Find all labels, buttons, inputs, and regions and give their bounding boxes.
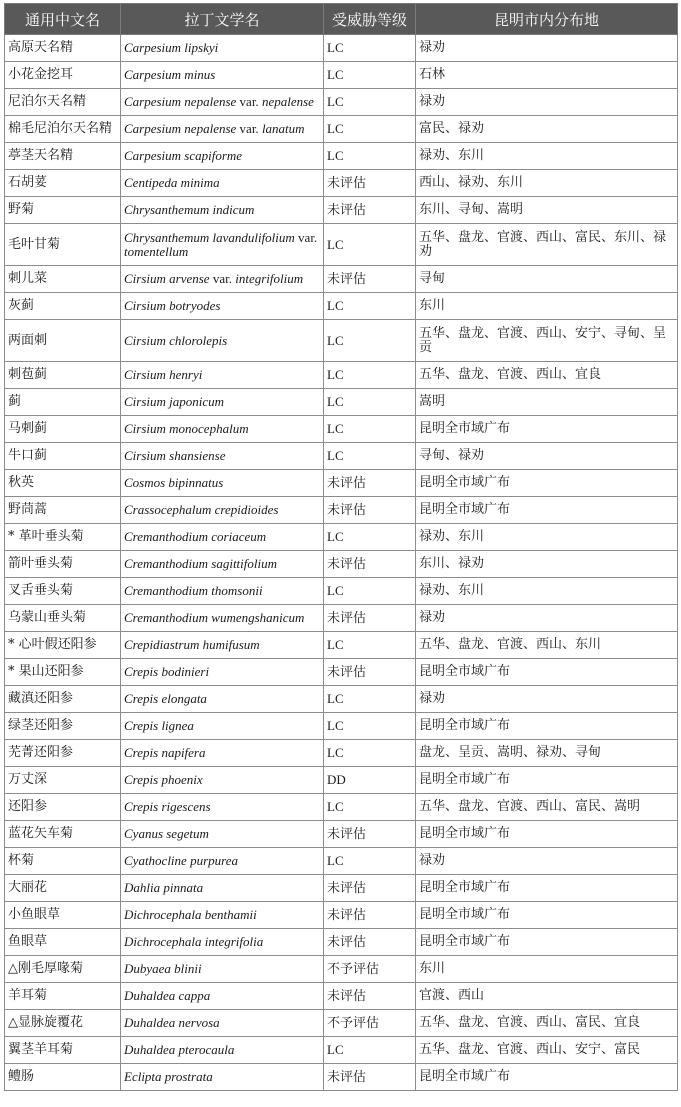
threat-level-cell: 未评估 bbox=[324, 1064, 416, 1091]
latin-name-italic: Crepis bodinieri bbox=[124, 664, 210, 679]
latin-name-italic: Duhaldea pterocaula bbox=[124, 1042, 235, 1057]
distribution-cell: 寻甸 bbox=[416, 266, 678, 293]
latin-name-cell bbox=[121, 224, 324, 266]
latin-name-rank: var. bbox=[236, 94, 262, 109]
latin-name-italic: Dichrocephala benthamii bbox=[124, 907, 257, 922]
table-row bbox=[5, 497, 678, 524]
latin-name-cell bbox=[121, 956, 324, 983]
chinese-name-cell: * 果山还阳参 bbox=[5, 659, 121, 686]
distribution-cell: 禄劝、东川 bbox=[416, 578, 678, 605]
table-body bbox=[5, 35, 678, 1091]
latin-name-italic: Cirsium chlorolepis bbox=[124, 332, 228, 348]
table-header bbox=[5, 4, 678, 35]
distribution-cell: 东川 bbox=[416, 293, 678, 320]
latin-name-cell bbox=[121, 266, 324, 293]
latin-name-cell bbox=[121, 713, 324, 740]
distribution-cell: 盘龙、呈贡、嵩明、禄劝、寻甸 bbox=[416, 740, 678, 767]
chinese-name-cell: 还阳参 bbox=[5, 794, 121, 821]
latin-name-cell bbox=[121, 551, 324, 578]
chinese-name-cell: 杯菊 bbox=[5, 848, 121, 875]
table-row bbox=[5, 524, 678, 551]
latin-name-italic: Cremanthodium thomsonii bbox=[124, 583, 263, 598]
threat-level-cell: LC bbox=[324, 443, 416, 470]
distribution-cell: 嵩明 bbox=[416, 389, 678, 416]
threat-level-cell: 未评估 bbox=[324, 983, 416, 1010]
chinese-name-cell: 鳢肠 bbox=[5, 1064, 121, 1091]
table-row bbox=[5, 443, 678, 470]
chinese-name-cell: 羊耳菊 bbox=[5, 983, 121, 1010]
latin-name-cell bbox=[121, 902, 324, 929]
latin-name-italic: Chrysanthemum indicum bbox=[124, 202, 255, 217]
chinese-name-cell: △刚毛厚喙菊 bbox=[5, 956, 121, 983]
chinese-name-cell: 小花金挖耳 bbox=[5, 62, 121, 89]
latin-name-cell bbox=[121, 362, 324, 389]
header-row bbox=[5, 4, 678, 35]
latin-name-cell bbox=[121, 821, 324, 848]
threat-level-cell: 未评估 bbox=[324, 875, 416, 902]
table-row bbox=[5, 605, 678, 632]
latin-name-cell bbox=[121, 293, 324, 320]
latin-name-italic: Cosmos bipinnatus bbox=[124, 475, 224, 490]
chinese-name-cell: 大丽花 bbox=[5, 875, 121, 902]
latin-name-italic: Duhaldea nervosa bbox=[124, 1015, 220, 1030]
distribution-cell: 石林 bbox=[416, 62, 678, 89]
latin-name-italic: Crepidiastrum humifusum bbox=[124, 637, 260, 652]
threat-level-cell: LC bbox=[324, 848, 416, 875]
threat-level-cell: LC bbox=[324, 740, 416, 767]
table-row bbox=[5, 767, 678, 794]
latin-name-italic: Cirsium henryi bbox=[124, 367, 203, 382]
chinese-name-cell: * 革叶垂头菊 bbox=[5, 524, 121, 551]
latin-name-italic: Cyathocline purpurea bbox=[124, 853, 238, 868]
table-row bbox=[5, 170, 678, 197]
latin-name-cell bbox=[121, 659, 324, 686]
latin-name-cell bbox=[121, 875, 324, 902]
latin-name-italic: lanatum bbox=[261, 121, 305, 136]
chinese-name-cell: 马刺蓟 bbox=[5, 416, 121, 443]
distribution-cell: 昆明全市域广布 bbox=[416, 902, 678, 929]
threat-level-cell: 未评估 bbox=[324, 821, 416, 848]
chinese-name-cell: 小鱼眼草 bbox=[5, 902, 121, 929]
threat-level-cell: 未评估 bbox=[324, 470, 416, 497]
distribution-cell: 昆明全市域广布 bbox=[416, 416, 678, 443]
distribution-cell: 禄劝 bbox=[416, 89, 678, 116]
distribution-cell: 禄劝、东川 bbox=[416, 524, 678, 551]
header-distribution: 昆明市内分布地 bbox=[416, 4, 678, 35]
distribution-cell: 禄劝 bbox=[416, 848, 678, 875]
table-row bbox=[5, 416, 678, 443]
latin-name-italic: nepalense bbox=[261, 94, 314, 109]
threat-level-cell: LC bbox=[324, 686, 416, 713]
chinese-name-cell: 秋英 bbox=[5, 470, 121, 497]
table-row bbox=[5, 143, 678, 170]
latin-name-cell bbox=[121, 848, 324, 875]
table-row bbox=[5, 821, 678, 848]
latin-name-cell bbox=[121, 1010, 324, 1037]
table-row bbox=[5, 902, 678, 929]
latin-name-cell bbox=[121, 1037, 324, 1064]
chinese-name-cell: 鱼眼草 bbox=[5, 929, 121, 956]
threat-level-cell: LC bbox=[324, 713, 416, 740]
chinese-name-cell: 石胡荽 bbox=[5, 170, 121, 197]
latin-name-rank: var. bbox=[236, 121, 262, 136]
threat-level-cell: LC bbox=[324, 116, 416, 143]
distribution-cell: 五华、盘龙、官渡、西山、宜良 bbox=[416, 362, 678, 389]
threat-level-cell: 未评估 bbox=[324, 902, 416, 929]
distribution-cell: 昆明全市域广布 bbox=[416, 659, 678, 686]
distribution-cell: 东川、禄劝 bbox=[416, 551, 678, 578]
latin-name-italic: Cirsium botryodes bbox=[124, 298, 221, 313]
latin-name-italic: Cremanthodium wumengshanicum bbox=[124, 610, 305, 625]
chinese-name-cell: △显脉旋覆花 bbox=[5, 1010, 121, 1037]
threat-level-cell: 不予评估 bbox=[324, 1010, 416, 1037]
chinese-name-cell: 葶茎天名精 bbox=[5, 143, 121, 170]
table-row bbox=[5, 956, 678, 983]
distribution-cell: 昆明全市域广布 bbox=[416, 875, 678, 902]
latin-name-italic: Crassocephalum crepidioides bbox=[124, 502, 279, 517]
threat-level-cell: 未评估 bbox=[324, 497, 416, 524]
distribution-cell: 富民、禄劝 bbox=[416, 116, 678, 143]
latin-name-cell bbox=[121, 170, 324, 197]
distribution-cell: 禄劝 bbox=[416, 686, 678, 713]
latin-name-italic: Cremanthodium coriaceum bbox=[124, 529, 267, 544]
distribution-cell: 昆明全市域广布 bbox=[416, 767, 678, 794]
chinese-name-cell: * 心叶假还阳参 bbox=[5, 632, 121, 659]
latin-name-cell bbox=[121, 632, 324, 659]
threat-level-cell: LC bbox=[324, 320, 416, 362]
table-row bbox=[5, 362, 678, 389]
latin-name-cell bbox=[121, 686, 324, 713]
latin-name-italic: Crepis napifera bbox=[124, 745, 206, 760]
threat-level-cell: 不予评估 bbox=[324, 956, 416, 983]
threat-level-cell: LC bbox=[324, 1037, 416, 1064]
distribution-cell: 禄劝 bbox=[416, 35, 678, 62]
threat-level-cell: LC bbox=[324, 794, 416, 821]
chinese-name-cell: 毛叶甘菊 bbox=[5, 224, 121, 266]
distribution-cell: 五华、盘龙、官渡、西山、东川 bbox=[416, 632, 678, 659]
chinese-name-cell: 两面刺 bbox=[5, 320, 121, 362]
chinese-name-cell: 蓝花矢车菊 bbox=[5, 821, 121, 848]
distribution-cell: 昆明全市域广布 bbox=[416, 470, 678, 497]
table-row bbox=[5, 632, 678, 659]
latin-name-cell bbox=[121, 35, 324, 62]
table-row bbox=[5, 1064, 678, 1091]
chinese-name-cell: 芜菁还阳参 bbox=[5, 740, 121, 767]
latin-name-italic: Crepis rigescens bbox=[124, 799, 211, 814]
threat-level-cell: 未评估 bbox=[324, 551, 416, 578]
distribution-cell: 昆明全市域广布 bbox=[416, 497, 678, 524]
latin-name-cell bbox=[121, 929, 324, 956]
chinese-name-cell: 棉毛尼泊尔天名精 bbox=[5, 116, 121, 143]
table-row bbox=[5, 293, 678, 320]
header-latin-name: 拉丁文学名 bbox=[121, 4, 324, 35]
latin-name-cell bbox=[121, 62, 324, 89]
chinese-name-cell: 万丈深 bbox=[5, 767, 121, 794]
chinese-name-cell: 箭叶垂头菊 bbox=[5, 551, 121, 578]
threat-level-cell: LC bbox=[324, 224, 416, 266]
threat-level-cell: LC bbox=[324, 578, 416, 605]
distribution-cell: 五华、盘龙、官渡、西山、富民、东川、禄劝 bbox=[416, 224, 678, 266]
table-row bbox=[5, 551, 678, 578]
table-row bbox=[5, 686, 678, 713]
chinese-name-cell: 翼茎羊耳菊 bbox=[5, 1037, 121, 1064]
threat-level-cell: 未评估 bbox=[324, 605, 416, 632]
chinese-name-cell: 绿茎还阳参 bbox=[5, 713, 121, 740]
latin-name-cell bbox=[121, 1064, 324, 1091]
threat-level-cell: 未评估 bbox=[324, 197, 416, 224]
latin-name-italic: Dichrocephala integrifolia bbox=[124, 934, 264, 949]
table-row bbox=[5, 116, 678, 143]
latin-name-cell bbox=[121, 143, 324, 170]
table-row bbox=[5, 848, 678, 875]
latin-name-cell bbox=[121, 116, 324, 143]
distribution-cell: 昆明全市域广布 bbox=[416, 821, 678, 848]
latin-name-italic: Carpesium nepalense bbox=[124, 94, 237, 109]
latin-name-italic: Centipeda minima bbox=[124, 175, 220, 190]
latin-name-italic: Carpesium nepalense bbox=[124, 121, 237, 136]
distribution-cell: 五华、盘龙、官渡、西山、安宁、富民 bbox=[416, 1037, 678, 1064]
latin-name-cell bbox=[121, 983, 324, 1010]
latin-name-cell bbox=[121, 767, 324, 794]
threat-level-cell: LC bbox=[324, 89, 416, 116]
distribution-cell: 五华、盘龙、官渡、西山、富民、嵩明 bbox=[416, 794, 678, 821]
latin-name-italic: Duhaldea cappa bbox=[124, 988, 211, 1003]
chinese-name-cell: 叉舌垂头菊 bbox=[5, 578, 121, 605]
threat-level-cell: LC bbox=[324, 389, 416, 416]
latin-name-italic: Cyanus segetum bbox=[124, 826, 209, 841]
latin-name-rank: var. bbox=[294, 229, 318, 245]
threat-level-cell: 未评估 bbox=[324, 170, 416, 197]
table-row bbox=[5, 578, 678, 605]
chinese-name-cell: 蓟 bbox=[5, 389, 121, 416]
threat-level-cell: 未评估 bbox=[324, 266, 416, 293]
table-row bbox=[5, 1037, 678, 1064]
distribution-cell: 禄劝、东川 bbox=[416, 143, 678, 170]
table-row bbox=[5, 1010, 678, 1037]
latin-name-italic: Cirsium shansiense bbox=[124, 448, 226, 463]
latin-name-cell bbox=[121, 389, 324, 416]
chinese-name-cell: 刺儿菜 bbox=[5, 266, 121, 293]
chinese-name-cell: 刺苞蓟 bbox=[5, 362, 121, 389]
header-threat-level: 受威胁等级 bbox=[324, 4, 416, 35]
table-row bbox=[5, 740, 678, 767]
table-row bbox=[5, 794, 678, 821]
latin-name-italic: Crepis phoenix bbox=[124, 772, 203, 787]
table-row bbox=[5, 89, 678, 116]
latin-name-cell bbox=[121, 524, 324, 551]
threat-level-cell: LC bbox=[324, 362, 416, 389]
threat-level-cell: LC bbox=[324, 416, 416, 443]
latin-name-cell bbox=[121, 443, 324, 470]
latin-name-cell bbox=[121, 740, 324, 767]
threat-level-cell: DD bbox=[324, 767, 416, 794]
latin-name-italic: Cremanthodium sagittifolium bbox=[124, 556, 277, 571]
distribution-cell: 五华、盘龙、官渡、西山、富民、宜良 bbox=[416, 1010, 678, 1037]
distribution-cell: 东川 bbox=[416, 956, 678, 983]
table-row bbox=[5, 35, 678, 62]
distribution-cell: 昆明全市域广布 bbox=[416, 713, 678, 740]
table-row bbox=[5, 224, 678, 266]
latin-name-cell bbox=[121, 416, 324, 443]
distribution-cell: 禄劝 bbox=[416, 605, 678, 632]
latin-name-italic: Crepis lignea bbox=[124, 718, 194, 733]
latin-name-italic: Chrysanthemum lavandulifolium bbox=[124, 229, 295, 245]
chinese-name-cell: 尼泊尔天名精 bbox=[5, 89, 121, 116]
latin-name-cell bbox=[121, 197, 324, 224]
distribution-cell: 东川、寻甸、嵩明 bbox=[416, 197, 678, 224]
threat-level-cell: LC bbox=[324, 62, 416, 89]
table-row bbox=[5, 389, 678, 416]
distribution-cell: 西山、禄劝、东川 bbox=[416, 170, 678, 197]
latin-name-cell bbox=[121, 794, 324, 821]
latin-name-italic: Dubyaea blinii bbox=[124, 961, 202, 976]
table-row bbox=[5, 62, 678, 89]
latin-name-cell bbox=[121, 497, 324, 524]
latin-name-italic: Cirsium monocephalum bbox=[124, 421, 249, 436]
threat-level-cell: 未评估 bbox=[324, 659, 416, 686]
latin-name-italic: Carpesium scapiforme bbox=[124, 148, 243, 163]
latin-name-cell bbox=[121, 605, 324, 632]
threat-level-cell: 未评估 bbox=[324, 929, 416, 956]
chinese-name-cell: 牛口蓟 bbox=[5, 443, 121, 470]
chinese-name-cell: 高原天名精 bbox=[5, 35, 121, 62]
table-row bbox=[5, 713, 678, 740]
threat-level-cell: LC bbox=[324, 143, 416, 170]
latin-name-italic: Dahlia pinnata bbox=[124, 880, 204, 895]
latin-name-italic: Eclipta prostrata bbox=[124, 1069, 213, 1084]
latin-name-italic: Cirsium arvense bbox=[124, 271, 210, 286]
latin-name-rank: var. bbox=[209, 271, 236, 286]
latin-name-italic: integrifolium bbox=[235, 271, 304, 286]
chinese-name-cell: 乌蒙山垂头菊 bbox=[5, 605, 121, 632]
chinese-name-cell: 灰蓟 bbox=[5, 293, 121, 320]
distribution-cell: 五华、盘龙、官渡、西山、安宁、寻甸、呈贡 bbox=[416, 320, 678, 362]
latin-name-cell bbox=[121, 470, 324, 497]
table-row bbox=[5, 929, 678, 956]
latin-name-cell bbox=[121, 89, 324, 116]
latin-name-italic: Cirsium japonicum bbox=[124, 394, 225, 409]
threat-level-cell: LC bbox=[324, 35, 416, 62]
table-row bbox=[5, 266, 678, 293]
chinese-name-cell: 藏滇还阳参 bbox=[5, 686, 121, 713]
species-table bbox=[4, 3, 678, 1091]
chinese-name-cell: 野茼蒿 bbox=[5, 497, 121, 524]
latin-name-italic: Crepis elongata bbox=[124, 691, 207, 706]
table-row bbox=[5, 470, 678, 497]
latin-name-cell bbox=[121, 320, 324, 362]
latin-name-italic: Carpesium minus bbox=[124, 67, 216, 82]
latin-name-italic: Carpesium lipskyi bbox=[124, 40, 219, 55]
table-row bbox=[5, 197, 678, 224]
table-row bbox=[5, 659, 678, 686]
distribution-cell: 寻甸、禄劝 bbox=[416, 443, 678, 470]
chinese-name-cell: 野菊 bbox=[5, 197, 121, 224]
header-chinese-name: 通用中文名 bbox=[5, 4, 121, 35]
threat-level-cell: LC bbox=[324, 293, 416, 320]
distribution-cell: 官渡、西山 bbox=[416, 983, 678, 1010]
distribution-cell: 昆明全市域广布 bbox=[416, 1064, 678, 1091]
table-row bbox=[5, 320, 678, 362]
distribution-cell: 昆明全市域广布 bbox=[416, 929, 678, 956]
threat-level-cell: LC bbox=[324, 632, 416, 659]
table-row bbox=[5, 875, 678, 902]
latin-name-italic: tomentellum bbox=[124, 243, 189, 259]
table-row bbox=[5, 983, 678, 1010]
threat-level-cell: LC bbox=[324, 524, 416, 551]
latin-name-cell bbox=[121, 578, 324, 605]
